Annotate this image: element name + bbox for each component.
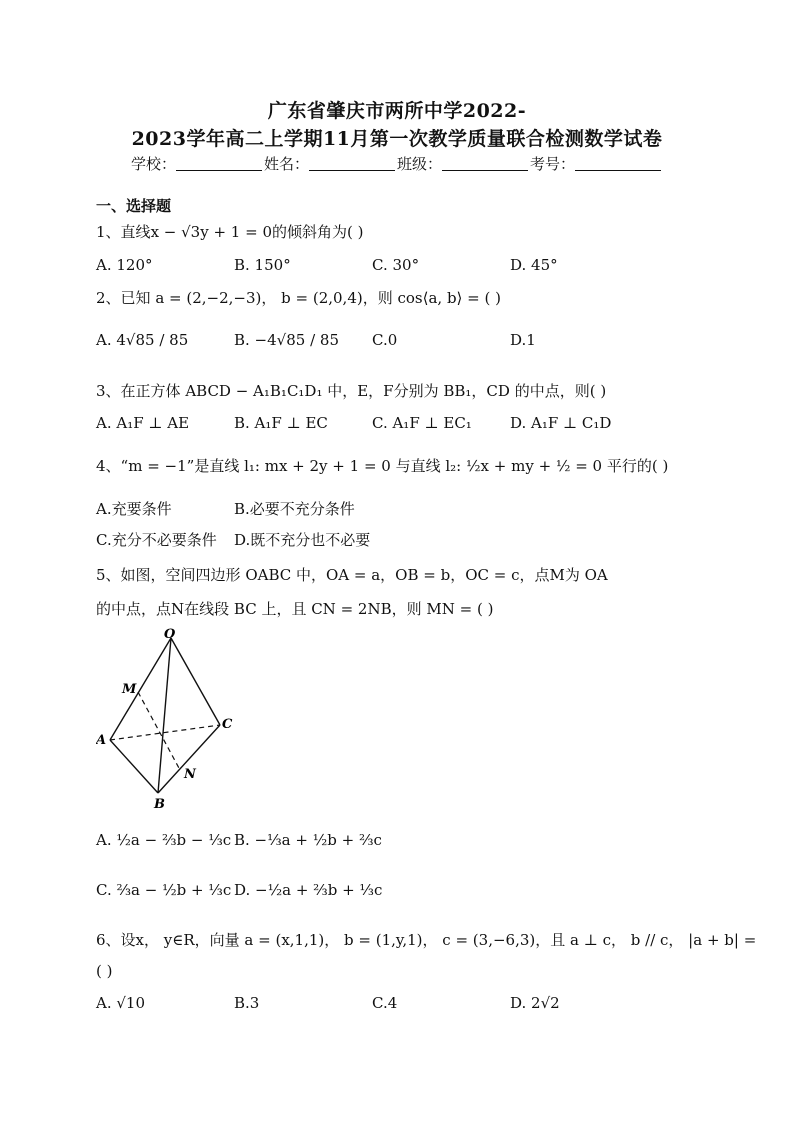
class-blank[interactable] xyxy=(442,156,528,171)
q3-option-b[interactable]: B. A₁F ⊥ EC xyxy=(234,414,328,432)
q2-option-d[interactable]: D.1 xyxy=(510,331,536,349)
label-m: M xyxy=(122,682,137,697)
q4-option-a[interactable]: A.充要条件 xyxy=(96,500,172,518)
exam-number-label: 考号： xyxy=(530,155,576,173)
q4-option-b[interactable]: B.必要不充分条件 xyxy=(234,500,355,518)
student-info-row xyxy=(0,153,794,174)
q6-option-b[interactable]: B.3 xyxy=(234,994,260,1012)
section-title: 一、选择题 xyxy=(96,197,172,215)
title-line-1: 广东省肇庆市两所中学2022- xyxy=(267,100,527,122)
name-label: 姓名： xyxy=(263,155,309,173)
q4-option-d[interactable]: D.既不充分也不必要 xyxy=(234,531,371,549)
q3-option-d[interactable]: D. A₁F ⊥ C₁D xyxy=(510,414,612,432)
q2-option-b[interactable]: B. −4√85 / 85 xyxy=(234,331,339,349)
question-5-stem-line-1: 5、如图，空间四边形 OABC 中，OA = a，OB = b，OC = c，点M为 OA xyxy=(96,566,608,584)
q1-option-a[interactable]: A. 120° xyxy=(96,256,153,274)
q2-option-a[interactable]: A. 4√85 / 85 xyxy=(96,331,189,349)
label-n: N xyxy=(184,767,196,782)
q1-equation: x − √3y + 1 = 0 xyxy=(150,223,272,241)
school-label: 学校： xyxy=(130,155,176,173)
label-b: B xyxy=(154,797,165,812)
q6-option-d[interactable]: D. 2√2 xyxy=(510,994,560,1012)
tetrahedron-figure xyxy=(96,628,246,813)
question-1-stem: 1、直线x − √3y + 1 = 0的倾斜角为( ) xyxy=(96,223,364,241)
edge-ac-hidden xyxy=(110,725,220,740)
q6-option-a[interactable]: A. √10 xyxy=(96,994,146,1012)
edge-oa xyxy=(110,638,171,740)
q4-option-c[interactable]: C.充分不必要条件 xyxy=(96,531,217,549)
q1-option-c[interactable]: C. 30° xyxy=(372,256,420,274)
edge-ob xyxy=(158,638,171,793)
q6-option-c[interactable]: C.4 xyxy=(372,994,398,1012)
question-3-stem: 3、在正方体 ABCD − A₁B₁C₁D₁ 中，E，F分别为 BB₁，CD 的中点，则( ) xyxy=(96,382,607,400)
q3-option-a[interactable]: A. A₁F ⊥ AE xyxy=(96,414,190,432)
question-6-stem: 6、设x， y∈R，向量 a = (x,1,1)， b = (1,y,1)， c = (3,−6,3)，且 a ⊥ c， b // c， |a + b| = xyxy=(96,931,757,949)
q3-option-c[interactable]: C. A₁F ⊥ EC₁ xyxy=(372,414,472,432)
question-5-stem-line-2: 的中点，点N在线段 BC 上，且 CN = 2NB，则 MN = ( ) xyxy=(96,600,494,618)
school-blank[interactable] xyxy=(176,156,262,171)
edge-ab xyxy=(110,740,158,793)
label-c: C xyxy=(222,717,233,732)
question-6-stem-line-2: ( ) xyxy=(96,962,113,980)
label-a: A xyxy=(96,733,107,748)
class-label: 班级： xyxy=(397,155,443,173)
q5-option-b[interactable]: B. −⅓a + ½b + ⅔c xyxy=(234,831,382,849)
q1-option-d[interactable]: D. 45° xyxy=(510,256,558,274)
exam-number-blank[interactable] xyxy=(575,156,661,171)
question-4-stem: 4、“m = −1”是直线 l₁: mx + 2y + 1 = 0 与直线 l₂: ½x + my + ½ = 0 平行的( ) xyxy=(96,457,669,475)
label-o: O xyxy=(164,628,176,642)
name-blank[interactable] xyxy=(309,156,395,171)
q1-option-b[interactable]: B. 150° xyxy=(234,256,291,274)
q5-option-a[interactable]: A. ½a − ⅔b − ⅓c xyxy=(96,831,232,849)
q5-option-c[interactable]: C. ⅔a − ½b + ⅓c xyxy=(96,881,232,899)
q5-option-d[interactable]: D. −½a + ⅔b + ⅓c xyxy=(234,881,383,899)
edge-bc xyxy=(158,725,220,793)
title-line-2: 2023学年高二上学期11月第一次教学质量联合检测数学试卷 xyxy=(131,128,663,150)
edge-oc xyxy=(171,638,220,725)
q2-option-c[interactable]: C.0 xyxy=(372,331,398,349)
question-2-stem: 2、已知 a = (2,−2,−3)， b = (2,0,4)，则 cos⟨a, b⟩ = ( ) xyxy=(96,289,501,307)
